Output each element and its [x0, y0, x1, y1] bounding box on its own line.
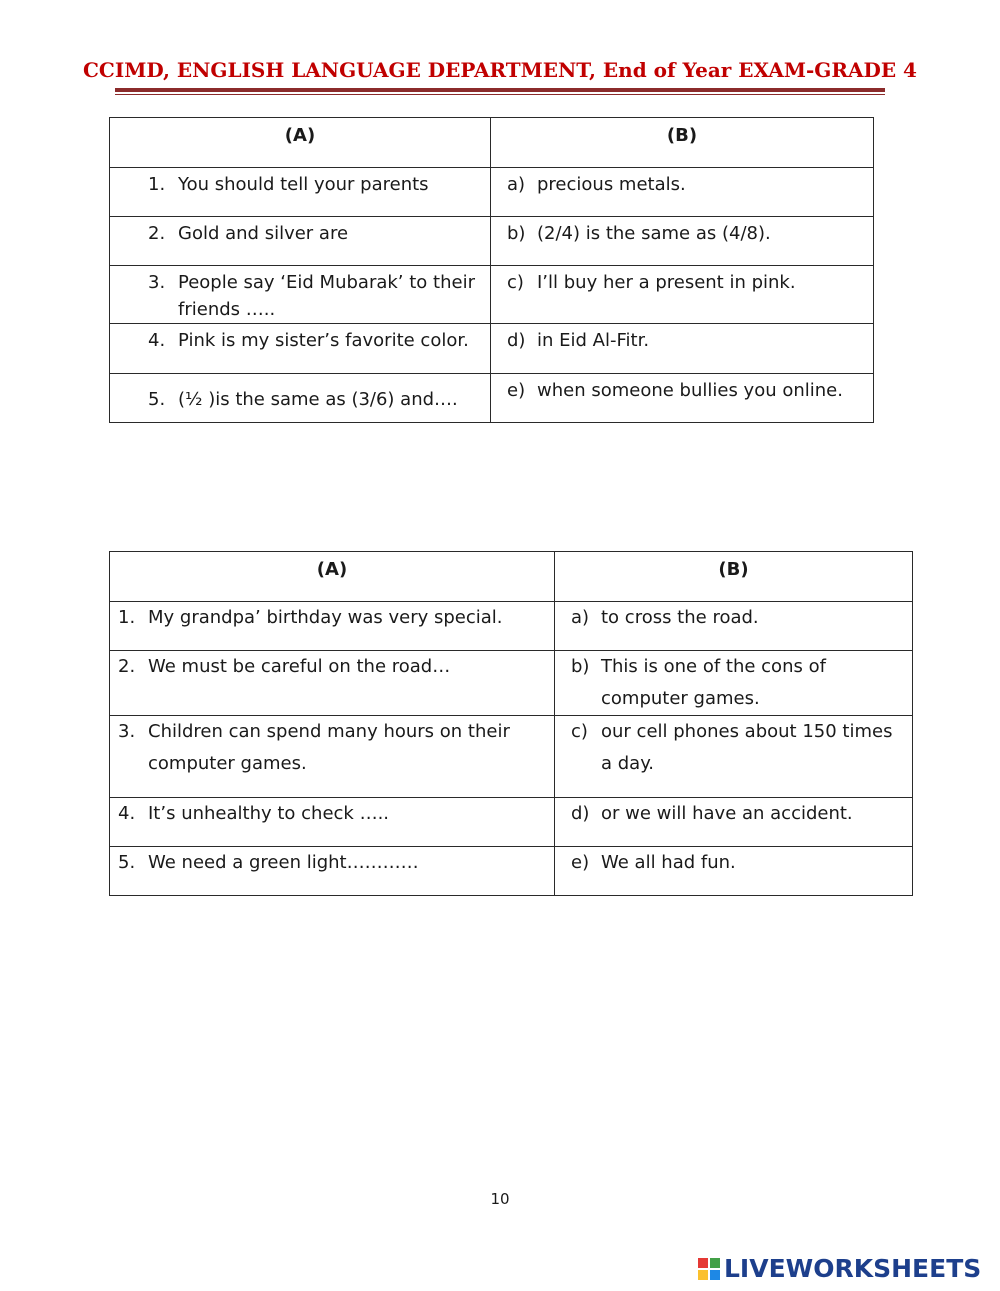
answer-text: when someone bullies you online. — [537, 380, 843, 401]
question-text: People say ‘Eid Mubarak’ to their friends ….. — [178, 272, 475, 320]
question-cell — [110, 168, 490, 198]
question-cell — [110, 217, 490, 247]
answer-letter: b) — [507, 223, 526, 244]
answer-cell — [491, 217, 873, 247]
question-text: It’s unhealthy to check ….. — [148, 803, 390, 824]
answer-cell — [555, 798, 912, 830]
answer-text: I’ll buy her a present in pink. — [537, 272, 796, 293]
item-number: 4. — [118, 803, 136, 824]
page-title: CCIMD, ENGLISH LANGUAGE DEPARTMENT, End of Year EXAM-GRADE 4 — [83, 58, 917, 82]
question-text: You should tell your parents — [178, 174, 429, 195]
table-row — [110, 217, 874, 266]
page-number: 10 — [490, 1190, 510, 1208]
question-text: My grandpa’ birthday was very special. — [148, 607, 503, 628]
answer-cell — [491, 374, 873, 404]
question-cell — [110, 651, 554, 683]
question-cell — [110, 716, 554, 780]
table-row — [110, 651, 913, 716]
question-text: Children can spend many hours on their computer games. — [148, 721, 510, 774]
answer-letter: b) — [571, 656, 590, 677]
column-b-header: (B) — [491, 118, 874, 168]
answer-cell — [555, 602, 912, 634]
answer-text: precious metals. — [537, 174, 686, 195]
table-row — [110, 374, 874, 423]
column-a-header: (A) — [110, 118, 491, 168]
item-number: 1. — [118, 607, 136, 628]
question-cell — [110, 266, 490, 323]
question-cell — [110, 798, 554, 830]
answer-cell — [491, 324, 873, 354]
column-b-header: (B) — [555, 552, 913, 602]
answer-letter: d) — [571, 803, 590, 824]
answer-letter: a) — [571, 607, 590, 628]
answer-text: our cell phones about 150 times a day. — [601, 721, 893, 774]
answer-text: This is one of the cons of computer games. — [601, 656, 826, 709]
answer-letter: d) — [507, 330, 526, 351]
table-row — [110, 324, 874, 374]
answer-letter: c) — [571, 721, 588, 742]
answer-cell — [555, 847, 912, 879]
question-text: (½ )is the same as (3/6) and…. — [178, 389, 458, 410]
answer-text: in Eid Al-Fitr. — [537, 330, 650, 351]
item-number: 5. — [148, 389, 166, 410]
logo-icon — [698, 1258, 720, 1280]
table-row — [110, 602, 913, 651]
answer-cell — [555, 651, 912, 715]
answer-cell — [491, 168, 873, 198]
question-text: We must be careful on the road… — [148, 656, 451, 677]
answer-text: or we will have an accident. — [601, 803, 853, 824]
logo-square-green — [710, 1258, 720, 1268]
table-row — [110, 847, 913, 896]
question-cell — [110, 602, 554, 634]
answer-letter: c) — [507, 272, 524, 293]
logo-square-red — [698, 1258, 708, 1268]
logo-square-yellow — [698, 1270, 708, 1280]
header-rule-thin — [115, 94, 885, 95]
answer-cell — [555, 716, 912, 780]
item-number: 4. — [148, 330, 166, 351]
table-row — [110, 798, 913, 847]
item-number: 5. — [118, 852, 136, 873]
question-text: We need a green light………… — [148, 852, 419, 873]
table-row — [110, 168, 874, 217]
answer-letter: e) — [507, 380, 526, 401]
matching-table-2 — [109, 551, 913, 896]
answer-letter: e) — [571, 852, 590, 873]
column-a-header: (A) — [110, 552, 555, 602]
logo-text: LIVEWORKSHEETS — [724, 1254, 982, 1283]
question-cell — [110, 324, 490, 354]
item-number: 2. — [118, 656, 136, 677]
question-text: Gold and silver are — [178, 223, 349, 244]
header-rule — [115, 88, 885, 92]
answer-letter: a) — [507, 174, 526, 195]
question-cell — [110, 383, 490, 413]
item-number: 1. — [148, 174, 166, 195]
answer-text: We all had fun. — [601, 852, 736, 873]
matching-table-1 — [109, 117, 874, 423]
table-row — [110, 716, 913, 798]
answer-cell — [491, 266, 873, 296]
table-row — [110, 266, 874, 324]
item-number: 3. — [118, 721, 136, 742]
item-number: 2. — [148, 223, 166, 244]
liveworksheets-logo[interactable] — [698, 1254, 981, 1283]
question-cell — [110, 847, 554, 879]
logo-square-blue — [710, 1270, 720, 1280]
item-number: 3. — [148, 272, 166, 293]
answer-text: (2/4) is the same as (4/8). — [537, 223, 771, 244]
answer-text: to cross the road. — [601, 607, 759, 628]
question-text: Pink is my sister’s favorite color. — [178, 330, 469, 351]
